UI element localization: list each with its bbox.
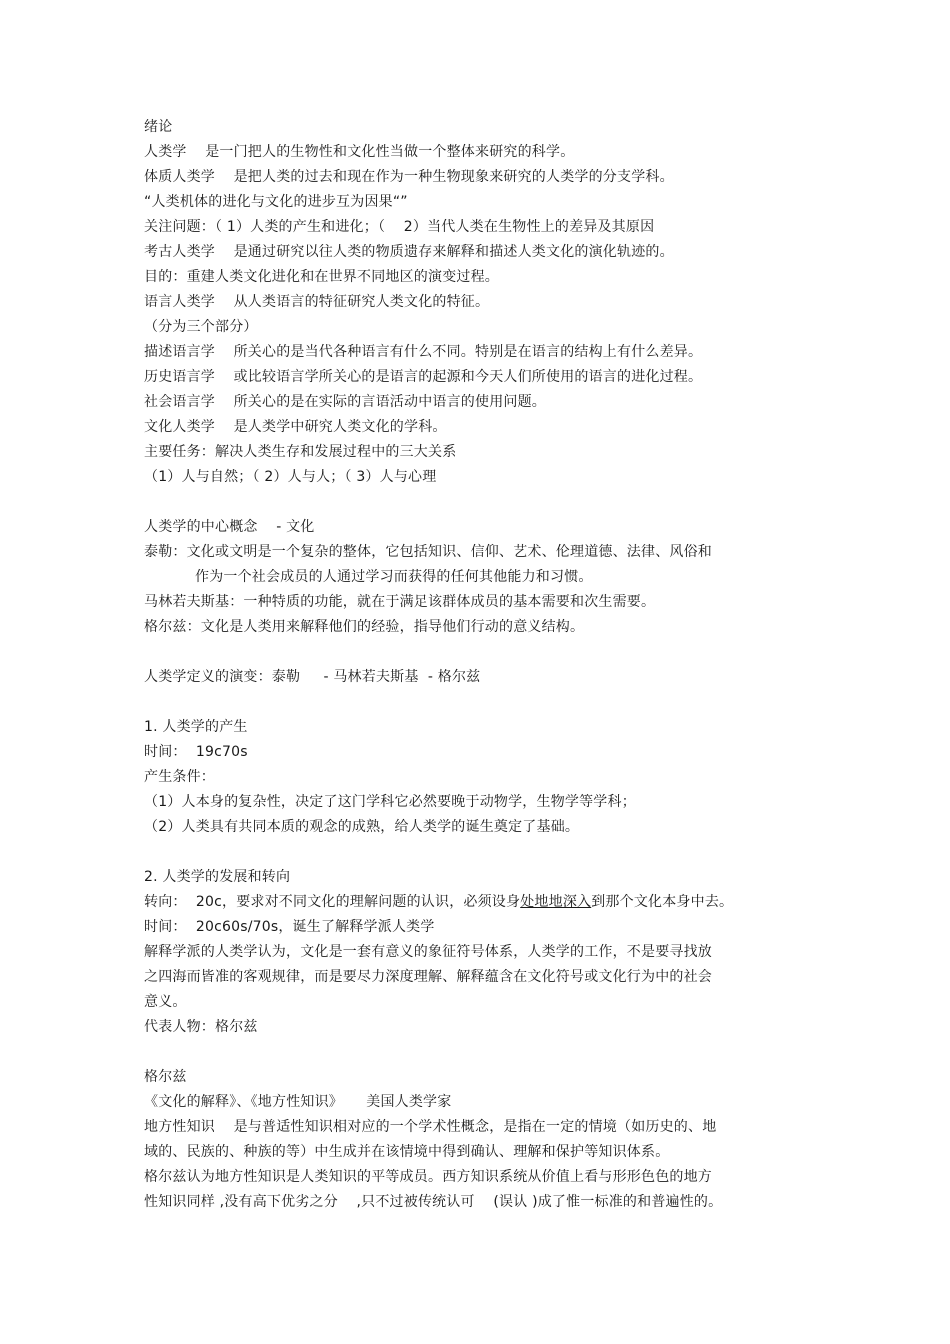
text-line: 主要任务：解决人类生存和发展过程中的三大关系 (144, 444, 457, 460)
text-line: 意义。 (144, 994, 187, 1010)
text-line: （1）人与自然；（ 2）人与人；（ 3）人与心理 (144, 469, 437, 485)
text-line: 语言人类学 从人类语言的特征研究人类文化的特征。 (144, 294, 490, 310)
text-line: 域的、民族的、种族的等）中生成并在该情境中得到确认、理解和保护等知识体系。 (144, 1144, 670, 1160)
text-line: 人类学定义的演变：泰勒 - 马林若夫斯基 - 格尔兹 (144, 669, 481, 685)
text-segment: 转向： 20c，要求对不同文化的理解问题的认识，必须设身 (144, 894, 521, 910)
text-segment: 到那个文化本身中去。 (591, 894, 734, 910)
text-line: 性知识同样 ,没有高下优劣之分 ,只不过被传统认可 (误认 )成了惟一标准的和普遍性的。 (144, 1194, 723, 1210)
text-line: 描述语言学 所关心的是当代各种语言有什么不同。特别是在语言的结构上有什么差异。 (144, 344, 703, 360)
text-line: （1）人本身的复杂性，决定了这门学科它必然要晚于动物学，生物学等学科； (144, 794, 636, 810)
paragraph-gap (144, 1040, 934, 1065)
text-line: 历史语言学 或比较语言学所关心的是语言的起源和今天人们所使用的语言的进化过程。 (144, 369, 703, 385)
text-line: 《文化的解释》、《地方性知识》 美国人类学家 (144, 1094, 452, 1110)
text-line: 地方性知识 是与普适性知识相对应的一个学术性概念，是指在一定的情境（如历史的、地 (144, 1119, 717, 1135)
text-line: 之四海而皆准的客观规律，而是要尽力深度理解、解释蕴含在文化符号或文化行为中的社会 (144, 969, 712, 985)
text-line: 马林若夫斯基：一种特质的功能，就在于满足该群体成员的基本需要和次生需要。 (144, 594, 656, 610)
text-line (144, 890, 934, 915)
text-line: 体质人类学 是把人类的过去和现在作为一种生物现象来研究的人类学的分支学科。 (144, 169, 674, 185)
underlined-text: 处地地深入 (520, 894, 592, 910)
section-heading-culture: 人类学的中心概念 - 文化 (144, 519, 315, 535)
paragraph-gap (144, 490, 934, 515)
text-line: 产生条件： (144, 769, 215, 785)
text-line: 考古人类学 是通过研究以往人类的物质遗存来解释和描述人类文化的演化轨迹的。 (144, 244, 674, 260)
text-line-indented: 作为一个社会成员的人通过学习而获得的任何其他能力和习惯。 (195, 569, 593, 585)
section-heading-geertz: 格尔兹 (144, 1069, 187, 1085)
paragraph-gap (144, 640, 934, 665)
text-line: （分为三个部分） (144, 319, 258, 335)
text-line: “人类机体的进化与文化的进步互为因果“” (144, 194, 408, 210)
document-body (144, 115, 934, 1215)
text-line: 格尔兹：文化是人类用来解释他们的经验，指导他们行动的意义结构。 (144, 619, 585, 635)
text-line: 关注问题：（ 1）人类的产生和进化；（ 2）当代人类在生物性上的差异及其原因 (144, 219, 655, 235)
text-line: 目的：重建人类文化进化和在世界不同地区的演变过程。 (144, 269, 499, 285)
text-line: 格尔兹认为地方性知识是人类知识的平等成员。西方知识系统从价值上看与形形色色的地方 (144, 1169, 712, 1185)
text-line: 泰勒：文化或文明是一个复杂的整体，它包括知识、信仰、艺术、伦理道德、法律、风俗和 (144, 544, 712, 560)
text-line: 文化人类学 是人类学中研究人类文化的学科。 (144, 419, 447, 435)
text-line: 时间： 20c60s/70s，诞生了解释学派人类学 (144, 919, 435, 935)
section-heading-development: 2. 人类学的发展和转向 (144, 869, 291, 885)
section-title-intro: 绪论 (144, 119, 173, 135)
text-line: 社会语言学 所关心的是在实际的言语活动中语言的使用问题。 (144, 394, 546, 410)
text-line: 时间： 19c70s (144, 744, 248, 760)
text-line: （2）人类具有共同本质的观念的成熟，给人类学的诞生奠定了基础。 (144, 819, 580, 835)
text-line: 解释学派的人类学认为，文化是一套有意义的象征符号体系，人类学的工作，不是要寻找放 (144, 944, 712, 960)
section-heading-origin: 1. 人类学的产生 (144, 719, 248, 735)
text-line: 人类学 是一门把人的生物性和文化性当做一个整体来研究的科学。 (144, 144, 575, 160)
paragraph-gap (144, 840, 934, 865)
paragraph-gap (144, 690, 934, 715)
text-line: 代表人物：格尔兹 (144, 1019, 258, 1035)
